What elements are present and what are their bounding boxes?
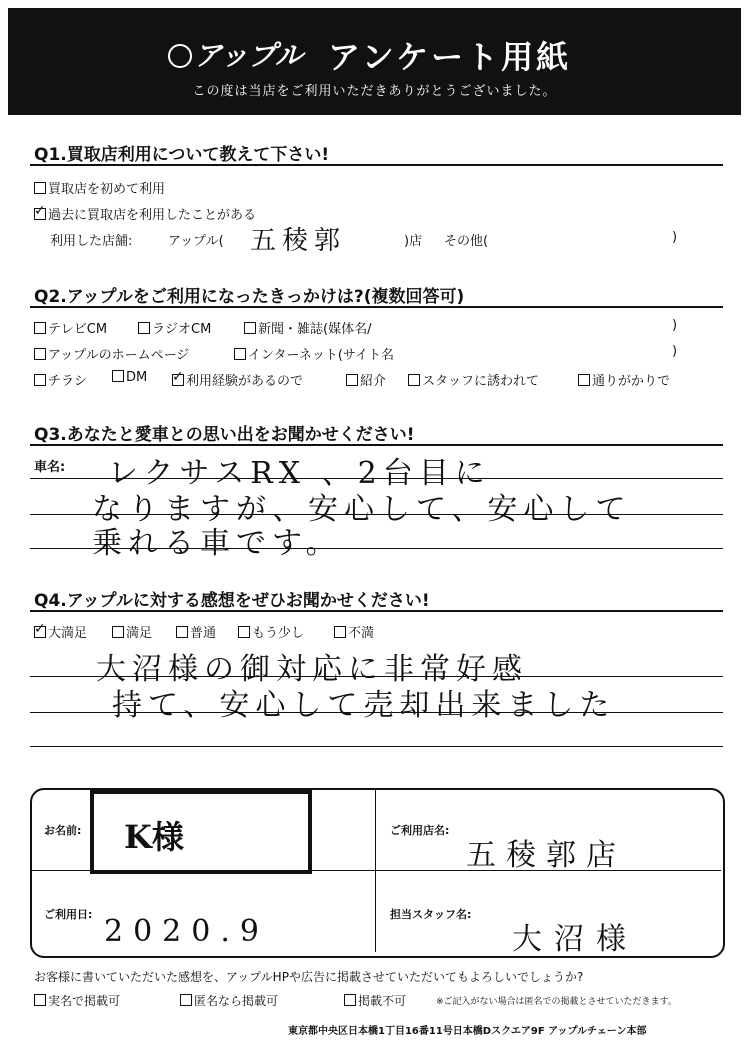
name-label: お名前: xyxy=(44,824,82,837)
q2-dm-label: DM xyxy=(126,370,148,385)
checkbox[interactable] xyxy=(244,322,256,334)
q4-normal[interactable] xyxy=(176,622,216,641)
checkbox[interactable] xyxy=(238,626,250,638)
q2-flyer-label: チラシ xyxy=(48,374,88,389)
q2-newspaper-label: 新聞・雑誌(媒体名/ xyxy=(258,322,372,337)
q4-very-satisfied[interactable] xyxy=(34,622,87,641)
brand-logo: アップル xyxy=(194,39,303,72)
q2-staff-label: スタッフに誘われて xyxy=(422,374,540,389)
checkbox[interactable] xyxy=(578,374,590,386)
publish-none[interactable] xyxy=(344,992,406,1009)
q2-newspaper[interactable] xyxy=(244,318,371,337)
checkbox[interactable] xyxy=(112,370,124,382)
q2-title: Q2.アップルをご利用になったきっかけは?(複数回答可) xyxy=(34,287,465,307)
q4-normal-label: 普通 xyxy=(190,626,217,641)
apple-logo-icon xyxy=(168,44,192,68)
q2-passing[interactable] xyxy=(578,370,670,389)
form-title: アンケート用紙 xyxy=(328,38,572,76)
checkbox[interactable] xyxy=(34,374,46,386)
q4-satisfied-label: 満足 xyxy=(126,626,153,641)
q4-line-3 xyxy=(30,746,723,747)
date-label: ご利用日: xyxy=(44,908,93,921)
publish-real-name-label: 実名で掲載可 xyxy=(48,994,121,1008)
q4-dissatisfied-label: 不満 xyxy=(348,626,375,641)
checkbox-checked[interactable] xyxy=(172,374,184,386)
q3-answer-line-2[interactable]: なりますが、安心して、安心して xyxy=(92,492,632,527)
checkbox[interactable] xyxy=(234,348,246,360)
q2-tv[interactable] xyxy=(34,318,107,337)
q2-tv-label: テレビCM xyxy=(48,322,108,337)
q3-divider xyxy=(30,444,723,446)
checkbox[interactable] xyxy=(344,994,356,1006)
q1-option-past-label: 過去に買取店を利用したことがある xyxy=(48,208,257,223)
checkbox-checked[interactable] xyxy=(34,208,46,220)
q2-close-2: ) xyxy=(672,344,678,359)
q4-bit-more[interactable] xyxy=(238,622,304,641)
other-label: その他( xyxy=(444,234,489,249)
checkbox[interactable] xyxy=(346,374,358,386)
store-prefix: アップル( xyxy=(168,234,224,249)
publish-note: ※ご記入がない場合は匿名での掲載とさせていただきます。 xyxy=(436,997,677,1007)
q2-experience-label: 利用経験があるので xyxy=(186,374,304,389)
q4-title: Q4.アップルに対する感想をぜひお聞かせください! xyxy=(34,591,430,611)
q2-passing-label: 通りがかりで xyxy=(592,374,671,389)
checkbox[interactable] xyxy=(34,182,46,194)
q1-divider xyxy=(30,164,723,166)
q4-very-satisfied-label: 大満足 xyxy=(48,626,88,641)
q4-divider xyxy=(30,610,723,612)
q4-bit-more-label: もう少し xyxy=(252,626,305,641)
date-value[interactable]: 2020.9 xyxy=(104,914,269,949)
checkbox[interactable] xyxy=(34,348,46,360)
store-label: 利用した店舗: xyxy=(50,234,133,249)
q2-divider xyxy=(30,306,723,308)
checkbox[interactable] xyxy=(34,994,46,1006)
form-subtitle: この度は当店をご利用いただきありがとうございました。 xyxy=(192,84,557,99)
customer-box-divider-v xyxy=(375,790,376,952)
checkbox[interactable] xyxy=(176,626,188,638)
store-handwritten[interactable]: 五稜郭 xyxy=(250,226,347,256)
q3-answer-line-3[interactable]: 乗れる車です。 xyxy=(92,526,342,561)
other-close: ) xyxy=(672,230,678,245)
checkbox[interactable] xyxy=(334,626,346,638)
car-label: 車名: xyxy=(34,460,66,475)
q2-experience[interactable] xyxy=(172,370,303,389)
q3-title: Q3.あなたと愛車との思い出をお聞かせください! xyxy=(34,425,415,445)
q2-dm[interactable] xyxy=(112,370,147,385)
q2-referral-label: 紹介 xyxy=(360,374,387,389)
staff-label: 担当スタッフ名: xyxy=(390,908,472,921)
q2-close-1: ) xyxy=(672,318,678,333)
q1-option-past[interactable] xyxy=(34,204,256,223)
checkbox[interactable] xyxy=(34,322,46,334)
q2-radio-label: ラジオCM xyxy=(152,322,212,337)
q4-answer-line-2[interactable]: 持て、安心して売却出来ました xyxy=(112,688,616,723)
q1-option-first[interactable] xyxy=(34,178,165,197)
q4-satisfied[interactable] xyxy=(112,622,152,641)
publish-anonymous-label: 匿名なら掲載可 xyxy=(194,994,279,1008)
checkbox[interactable] xyxy=(112,626,124,638)
hq-address: 東京都中央区日本橋1丁目16番11号日本橋Dスクエア9F アップルチェーン本部 xyxy=(288,1026,647,1037)
header-banner xyxy=(8,8,741,115)
store-suffix: )店 xyxy=(404,234,423,249)
checkbox[interactable] xyxy=(408,374,420,386)
publish-anonymous[interactable] xyxy=(180,992,278,1009)
q2-referral[interactable] xyxy=(346,370,386,389)
checkbox[interactable] xyxy=(180,994,192,1006)
q4-answer-line-1[interactable]: 大沼様の御対応に非常好感 xyxy=(96,652,528,687)
publish-real-name[interactable] xyxy=(34,992,120,1009)
q4-dissatisfied[interactable] xyxy=(334,622,374,641)
q2-internet-label: インターネット(サイト名 xyxy=(248,348,394,363)
q1-option-first-label: 買取店を初めて利用 xyxy=(48,182,166,197)
q1-title: Q1.買取店利用について教えて下さい! xyxy=(34,145,330,165)
q2-flyer[interactable] xyxy=(34,370,87,389)
q2-radio[interactable] xyxy=(138,318,211,337)
checkbox-checked[interactable] xyxy=(34,626,46,638)
publish-none-label: 掲載不可 xyxy=(358,994,407,1008)
q2-homepage-label: アップルのホームページ xyxy=(48,348,190,363)
publish-question: お客様に書いていただいた感想を、アップルHPや広告に掲載させていただいてもよろしいでしょうか? xyxy=(34,970,584,984)
customer-name[interactable]: K様 xyxy=(124,818,184,856)
q3-answer-line-1[interactable]: レクサスRX 、2台目に xyxy=(108,456,491,491)
q2-homepage[interactable] xyxy=(34,344,189,363)
staff-value[interactable]: 大沼様 xyxy=(512,922,638,957)
checkbox[interactable] xyxy=(138,322,150,334)
store-name-value[interactable]: 五稜郭店 xyxy=(466,838,626,873)
q2-internet[interactable] xyxy=(234,344,394,363)
q2-staff[interactable] xyxy=(408,370,539,389)
store-name-label: ご利用店名: xyxy=(390,824,450,837)
